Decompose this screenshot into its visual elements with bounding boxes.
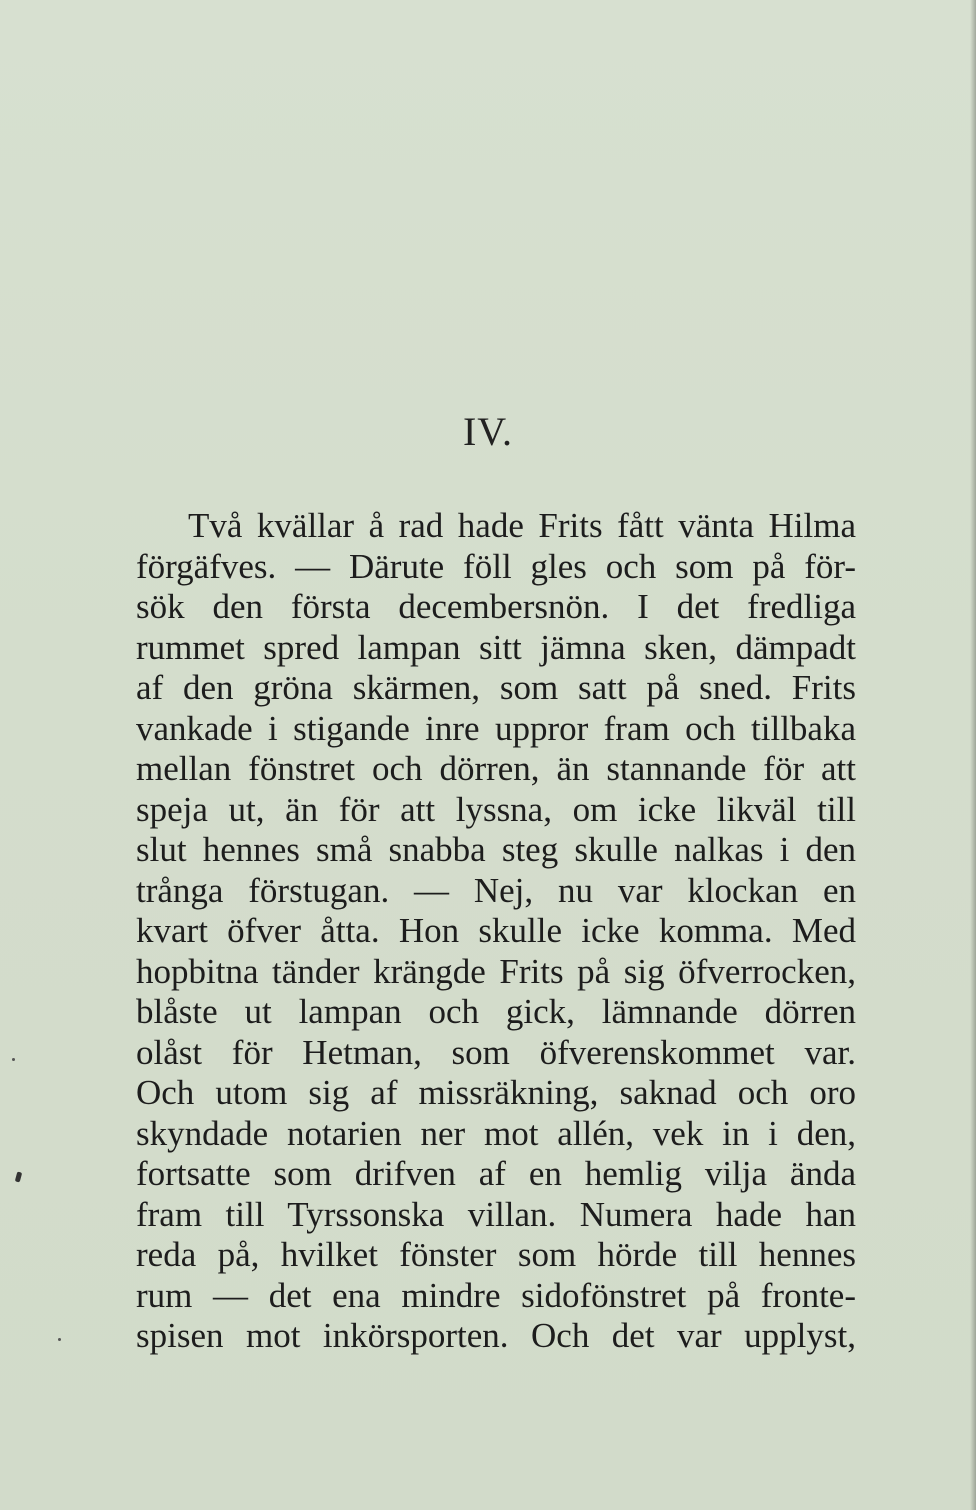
- text-line: fram till Tyrssonska villan. Numera hade han: [136, 1194, 856, 1234]
- text-line: slut hennes små snabba steg skulle nalkas i den: [136, 830, 856, 869]
- text-line: reda på, hvilket fönster som hörde till hennes: [136, 1235, 856, 1274]
- paragraph-text: [136, 506, 856, 1357]
- margin-speck: [58, 1338, 61, 1341]
- text-line: speja ut, än för att lyssna, om icke likväl till: [136, 789, 856, 829]
- text-line: hopbitna tänder krängde Frits på sig öfverrocken,: [136, 951, 856, 991]
- text-line: vankade i stigande inre uppror fram och tillbaka: [136, 708, 856, 748]
- text-line: spisen mot inkörsporten. Och det var upplyst,: [136, 1316, 856, 1355]
- text-line: rummet spred lampan sitt jämna sken, dämpadt: [136, 627, 856, 667]
- text-line: kvart öfver åtta. Hon skulle icke komma. Med: [136, 911, 856, 950]
- text-line: olåst för Hetman, som öfverenskommet var.: [136, 1032, 856, 1072]
- text-line: sök den första decembersnön. I det fredliga: [136, 587, 856, 626]
- text-line: trånga förstugan. — Nej, nu var klockan en: [136, 870, 856, 910]
- text-line: blåste ut lampan och gick, lämnande dörren: [136, 992, 856, 1031]
- text-line: Två kvällar å rad hade Frits fått vänta Hilma: [188, 506, 856, 545]
- margin-speck: [12, 1058, 15, 1061]
- text-line: mellan fönstret och dörren, än stannande för att: [136, 749, 856, 788]
- text-line: af den gröna skärmen, som satt på sned. Frits: [136, 668, 856, 707]
- text-line: Och utom sig af missräkning, saknad och oro: [136, 1073, 856, 1112]
- page-edge-shadow: [970, 0, 976, 1510]
- chapter-heading: IV.: [462, 409, 514, 454]
- text-line: rum — det ena mindre sidofönstret på fronte-: [136, 1275, 856, 1315]
- margin-mark: [15, 1172, 22, 1183]
- text-line: förgäfves. — Därute föll gles och som på för-: [136, 546, 856, 586]
- text-line: fortsatte som drifven af en hemlig vilja ända: [136, 1154, 856, 1193]
- text-line: skyndade notarien ner mot allén, vek in i den,: [136, 1113, 856, 1153]
